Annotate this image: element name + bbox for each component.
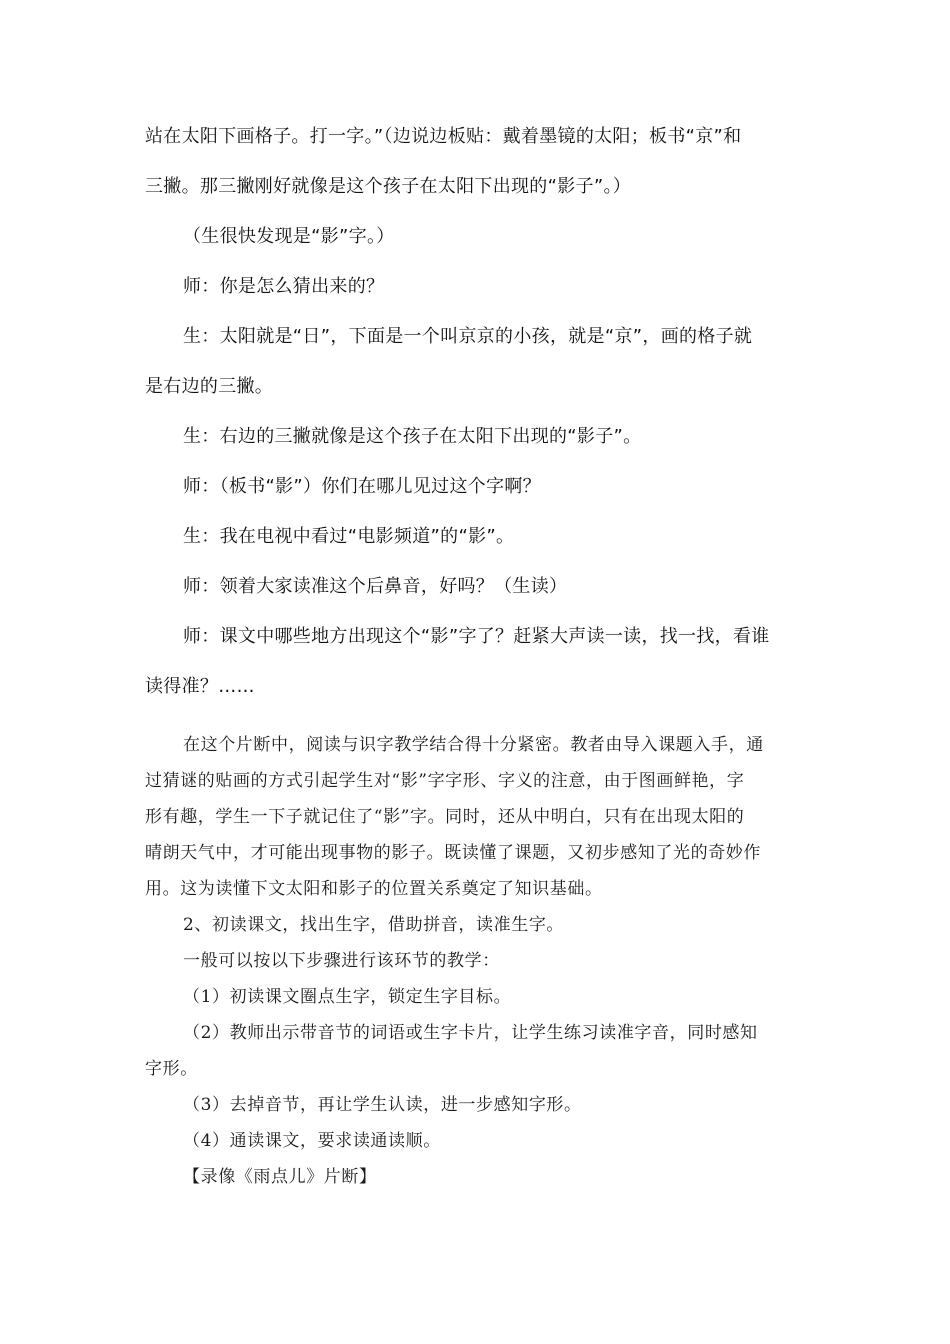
- dialogue-line: （生很快发现是“影”字。）: [183, 226, 395, 247]
- dialogue-line: 站在太阳下画格子。打一字。”（边说边板贴：戴着墨镜的太阳；板书“京”和: [145, 126, 742, 147]
- video-segment-heading: 【录像《雨点儿》片断】: [183, 1167, 377, 1187]
- dialogue-line: 生：我在电视中看过“电影频道”的“影”。: [183, 526, 515, 547]
- step-item: （1）初读课文圈点生字，锁定生字目标。: [183, 987, 512, 1007]
- analysis-line: 过猜谜的贴画的方式引起学生对“影”字字形、字义的注意，由于图画鲜艳，字: [145, 771, 745, 791]
- step-item: （4）通读课文，要求读通读顺。: [183, 1131, 441, 1151]
- dialogue-line: 读得准？……: [145, 676, 255, 697]
- analysis-line: 形有趣，学生一下子就记住了“影”字。同时，还从中明白，只有在出现太阳的: [145, 807, 745, 827]
- section-heading: 2、初读课文，找出生字，借助拼音，读准生字。: [183, 915, 565, 935]
- analysis-line: 一般可以按以下步骤进行该环节的教学：: [183, 951, 500, 971]
- dialogue-line: 师：课文中哪些地方出现这个“影”字了？赶紧大声读一读，找一找，看谁: [183, 626, 770, 647]
- dialogue-line: 师：你是怎么猜出来的？: [183, 276, 385, 297]
- dialogue-line: 生：右边的三撇就像是这个孩子在太阳下出现的“影子”。: [183, 426, 642, 447]
- dialogue-line: 师：（板书“影”）你们在哪儿见过这个字啊？: [183, 476, 541, 497]
- step-item: （2）教师出示带音节的词语或生字卡片，让学生练习读准字音，同时感知: [183, 1023, 758, 1043]
- dialogue-line: 师：领着大家读准这个后鼻音，好吗？（生读）: [183, 576, 568, 597]
- step-item-continuation: 字形。: [145, 1059, 198, 1079]
- analysis-line: 用。这为读懂下文太阳和影子的位置关系奠定了知识基础。: [145, 879, 603, 899]
- analysis-line: 在这个片断中，阅读与识字教学结合得十分紧密。教者由导入课题入手，通: [183, 735, 764, 755]
- dialogue-line: 生：太阳就是“日”，下面是一个叫京京的小孩，就是“京”，画的格子就: [183, 326, 753, 347]
- dialogue-line: 是右边的三撇。: [145, 376, 274, 397]
- analysis-line: 晴朗天气中，才可能出现事物的影子。既读懂了课题，又初步感知了光的奇妙作: [145, 843, 761, 863]
- dialogue-line: 三撇。那三撇刚好就像是这个孩子在太阳下出现的“影子”。）: [145, 176, 632, 197]
- step-item: （3）去掉音节，再让学生认读，进一步感知字形。: [183, 1095, 582, 1115]
